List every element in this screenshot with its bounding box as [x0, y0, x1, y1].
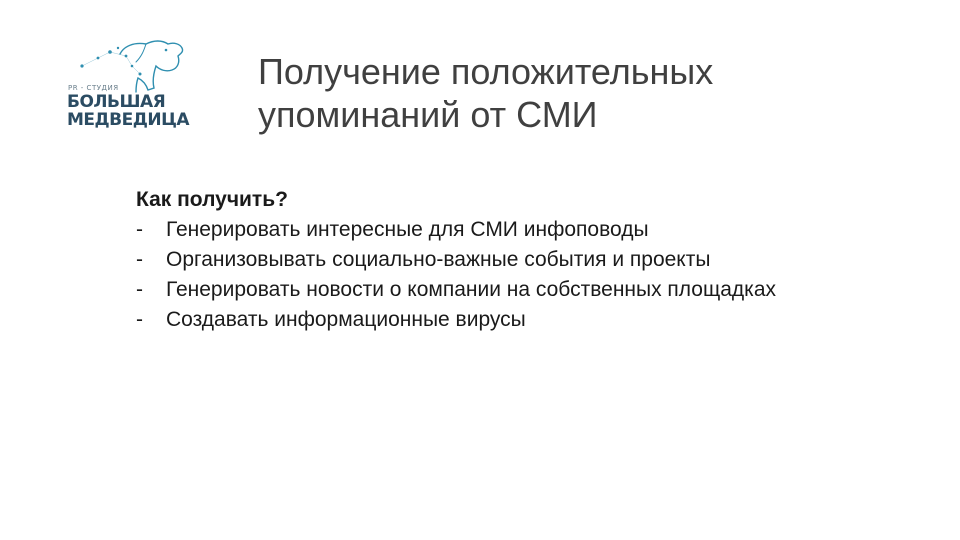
logo-text-line2: МЕДВЕДИЦА: [67, 110, 190, 130]
slide-body: [136, 185, 896, 335]
list-item: [136, 245, 896, 275]
list-item-text: Создавать информационные вирусы: [166, 308, 526, 331]
company-logo: [62, 36, 192, 136]
bullet-list: [136, 215, 896, 335]
body-question: Как получить?: [136, 188, 288, 211]
bullet-dash: -: [136, 248, 143, 271]
bullet-dash: -: [136, 308, 143, 331]
slide-title: [258, 50, 898, 136]
list-item: [136, 215, 896, 245]
slide-title-line2: упоминаний от СМИ: [258, 94, 598, 135]
list-item: [136, 305, 896, 335]
logo-tagline: PR - СТУДИЯ: [68, 84, 119, 92]
list-item-text: Генерировать интересные для СМИ инфоповоды: [166, 218, 649, 241]
slide-title-line1: Получение положительных: [258, 51, 714, 92]
bullet-dash: -: [136, 278, 143, 301]
list-item-text: Организовывать социально-важные события и проекты: [166, 248, 711, 271]
logo-text-line1: БОЛЬШАЯ: [67, 92, 166, 112]
bullet-dash: -: [136, 218, 143, 241]
list-item: [136, 275, 896, 305]
stars-icon: [80, 47, 141, 76]
list-item-text: Генерировать новости о компании на собственных площадках: [166, 278, 777, 301]
